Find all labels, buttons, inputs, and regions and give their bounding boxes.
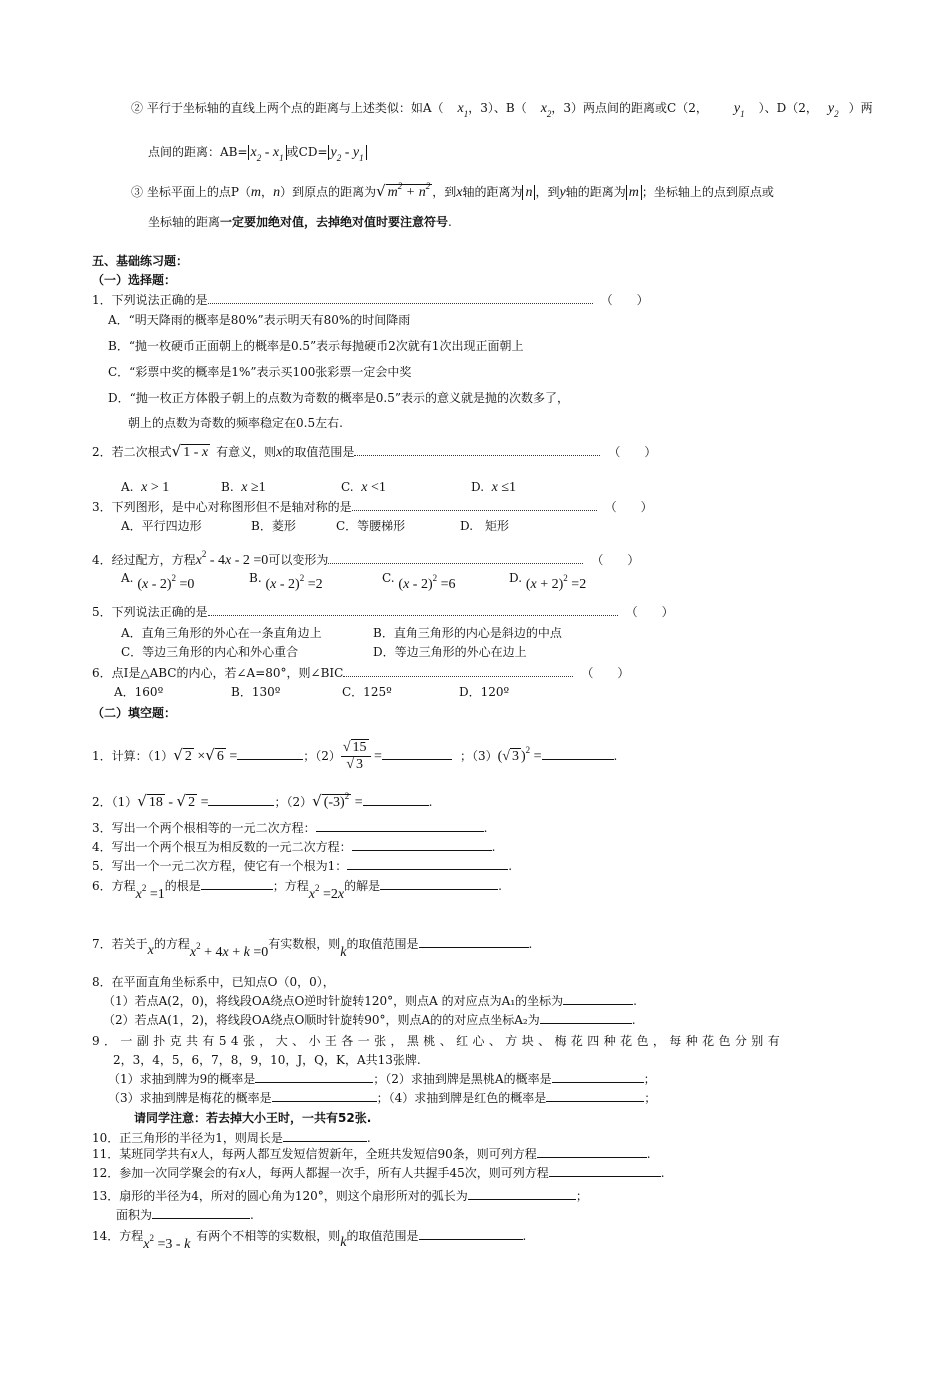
choice-q4-options: A. (x - 2)$^2$ =0 B. (x - 2)$^2$ =2 C. (x - 2)$^2$ =6 D. $(x + 2)^2 =2$ (121, 571, 587, 592)
choice-q1-d2: 朝上的点数为奇数的频率稳定在0.5左右. (128, 416, 343, 430)
fill-f7: 7．若关于x的方程$x^2 + 4x + k =0$有实数根，则k的取值范围是 . (92, 937, 533, 960)
fill-f10: 10．正三角形的半径为1，则周长是 . (92, 1131, 371, 1145)
fill-f6: 6．方程$x^2 =1$的根是 ；方程$x^2 =2x$的解是 . (92, 879, 502, 902)
choice-q6: 6．点I是△ABC的内心，若∠A=80°，则∠BIC （ ） (92, 666, 630, 680)
choice-q4: 4．经过配方，方程$x^2 - 4x - 2 =0$可以变形为 （ ） (92, 549, 640, 568)
intro-item2-line2: 点间的距离：$AB= x_2 - x_1$ 或$CD= y_2 - y_1$ (148, 144, 367, 166)
part2-title: （二）填空题： (92, 706, 177, 720)
choice-q1-d: D．“抛一枚正方体骰子朝上的点数为奇数的概率是0.5”表示的意义就是抛的次数多了， (108, 391, 569, 405)
fill-f5: 5．写出一个一元二次方程，使它有一个根为1： . (92, 859, 513, 873)
section-title: 五、基础练习题： (92, 254, 189, 268)
choice-q3: 3．下列图形，是中心对称图形但不是轴对称的是 （ ） (92, 500, 653, 514)
choice-q1: 1．下列说法正确的是 （ ） (92, 293, 649, 307)
choice-q1-b: B．“抛一枚硬币正面朝上的概率是0.5”表示每抛硬币2次就有1次出现正面朝上 (108, 339, 524, 353)
choice-q5: 5．下列说法正确的是 （ ） (92, 605, 674, 619)
choice-q1-a: A．“明天降雨的概率是80%”表示明天有80%的时间降雨 (108, 313, 411, 327)
intro-item3-line1: ③ 坐标平面上的点P（m，n）到原点的距离为√ $m^2 + n^2$ ，到x轴的距离为 n ，到y轴的距离为 m ；坐标轴上的点到原点或 (131, 181, 774, 200)
fill-f3: 3．写出一个两个根相等的一元二次方程： . (92, 821, 488, 835)
fill-f9-b: 2，3，4，5，6，7，8，9，10，J，Q，K，A共13张牌. (113, 1053, 421, 1067)
fill-f8-1: （1）若点A(2，0)，将线段OA绕点O逆时针旋转120°，则点A 的对应点为A₁的坐标为 . (103, 994, 637, 1008)
fill-f9-34: （3）求抽到牌是梅花的概率是 ；（4）求抽到牌是红色的概率是 ； (108, 1091, 657, 1105)
fill-f9-note: 请同学注意：若去掉大小王时，一共有52张. (134, 1111, 372, 1125)
fill-f9: 9．一副扑克共有54张，大、小王各一张，黑桃、红心、方块、梅花四种花色，每种花色分别有 (92, 1034, 785, 1048)
fill-f9-12: （1）求抽到牌为9的概率是 ；（2）求抽到牌是黑桃A的概率是 ； (108, 1072, 656, 1086)
intro-item3-line2: 坐标轴的距离一定要加绝对值，去掉绝对值时要注意符号. (148, 215, 452, 229)
choice-q2-options: A. x > 1 B. x ≥1 C. x <1 D. x ≤1 (121, 480, 517, 495)
fill-f8: 8．在平面直角坐标系中，已知点O（0，0）， (92, 975, 335, 989)
fill-f13-b: 面积为 . (116, 1208, 254, 1222)
abs-y2-y1: $y_2 - y_1$ (328, 145, 367, 160)
fill-f2: 2．（1）√ 18 - √ 2 = ；（2）√ $(-3)^2$ = . (92, 791, 433, 810)
intro-item2-line1: ② 平行于坐标轴的直线上两个点的距离与上述类似：如A（ $x_1$，3）、B（ $x_2$，3）两点间的距离或C（2， $y_1$ ）、D（2， $y_2$ ）两 (131, 101, 873, 119)
fill-f4: 4．写出一个两个根互为相反数的一元二次方程： . (92, 840, 496, 854)
part1-title: （一）选择题： (92, 273, 177, 287)
abs-x2-x1: $x_2 - x_1$ (248, 145, 287, 160)
choice-q5-cd: C．等边三角形的内心和外心重合 D．等边三角形的外心在边上 (121, 645, 527, 659)
fill-f8-2: （2）若点A(1，2)，将线段OA绕点O顺时针旋转90°，则点A的的对应点坐标A₂为 . (103, 1013, 636, 1027)
choice-q6-options: A．160º B．130º C．125º D．120º (114, 685, 510, 699)
fill-f13: 13．扇形的半径为4，所对的圆心角为120°，则这个扇形所对的弧长为 ； (92, 1189, 588, 1203)
fill-f12: 12．参加一次同学聚会的有x人，每两人都握一次手，所有人共握手45次，则可列方程 . (92, 1166, 665, 1181)
fill-f1: 1．计算：（1）√ 2 ×√ 6 = ；（2） $\frac{√ 15}{√ 3}$ = ；（3）(√ 3 )$^2$ = . (92, 740, 618, 772)
choice-q1-c: C．“彩票中奖的概率是1%”表示买100张彩票一定会中奖 (108, 365, 412, 379)
choice-q2: 2．若二次根式√ 1 - x 有意义，则x的取值范围是 （ ） (92, 442, 657, 460)
item2-marker: ② (131, 101, 144, 115)
fill-f14: 14．方程$x^2 =3 - k$有两个不相等的实数根，则k的取值范围是 . (92, 1229, 527, 1252)
fill-f11: 11．某班同学共有x人，每两人都互发短信贺新年，全班共发短信90条，则可列方程 . (92, 1147, 651, 1162)
choice-q5-ab: A．直角三角形的外心在一条直角边上 B．直角三角形的内心是斜边的中点 (121, 626, 562, 640)
choice-q3-options: A．平行四边形 B．菱形 C．等腰梯形 D. 矩形 (121, 519, 510, 533)
